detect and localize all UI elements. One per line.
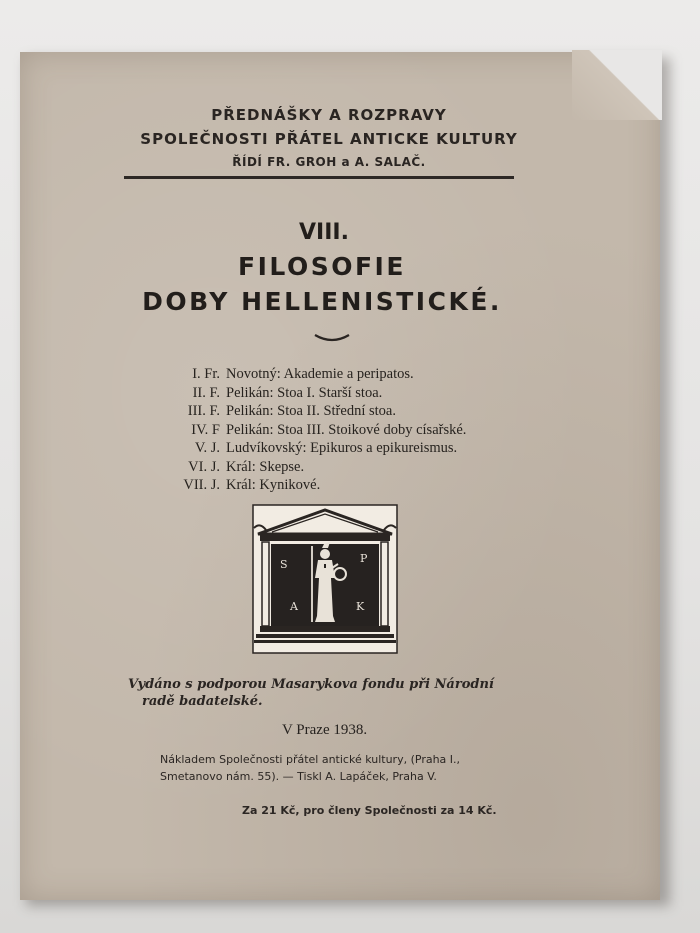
book-cover xyxy=(20,52,660,900)
emblem-letter-a: A xyxy=(290,600,298,613)
support-note-line2: radě badatelské. xyxy=(142,694,263,709)
imprint-line2: Smetanovo nám. 55). — Tiskl A. Lapáček, Praha V. xyxy=(160,770,437,783)
emblem-letter-s: S xyxy=(280,558,288,571)
temple-emblem-icon xyxy=(252,504,398,654)
contents-item: III. F. Pelikán: Stoa II. Střední stoa. xyxy=(187,403,396,419)
support-note-line1: Vydáno s podporou Masarykova fondu při Národní xyxy=(128,677,494,692)
contents-item: II. F. Pelikán: Stoa I. Starší stoa. xyxy=(192,384,383,401)
contents-item: IV. F Pelikán: Stoa III. Stoikové doby císařské. xyxy=(191,421,467,438)
torn-corner xyxy=(572,50,662,120)
place-and-year: V Praze 1938. xyxy=(282,722,368,738)
contents-item: I. Fr. Novotný: Akademie a peripatos. xyxy=(192,366,414,382)
volume-title-line2: DOBY HELLENISTICKÉ. xyxy=(142,287,502,316)
series-title-line2: SPOLEČNOSTI PŘÁTEL ANTICKE KULTURY xyxy=(140,130,518,148)
publisher-imprint xyxy=(160,751,560,785)
contents-item: V. J. Ludvíkovský: Epikuros a epikureismus. xyxy=(194,440,458,456)
imprint-line1: Nákladem Společnosti přátel antické kultury, (Praha I., xyxy=(160,753,461,766)
support-note xyxy=(128,676,548,710)
volume-title-line1: FILOSOFIE xyxy=(238,252,406,281)
volume-number: VIII. xyxy=(299,220,349,245)
price-line: Za 21 Kč, pro členy Společnosti za 14 Kč. xyxy=(242,804,497,817)
contents-item: VI. J. Král: Skepse. xyxy=(188,458,305,475)
contents-item: VII. J. Král: Kynikové. xyxy=(183,477,321,493)
series-editors: ŘÍDÍ FR. GROH a A. SALAČ. xyxy=(232,155,426,169)
emblem-letter-p: P xyxy=(360,552,368,565)
series-title-line1: PŘEDNÁŠKY A ROZPRAVY xyxy=(211,106,447,124)
ornament-swash-icon xyxy=(314,333,350,343)
header-rule xyxy=(124,176,514,179)
contents-list xyxy=(140,365,560,495)
emblem-letter-k: K xyxy=(356,600,365,613)
